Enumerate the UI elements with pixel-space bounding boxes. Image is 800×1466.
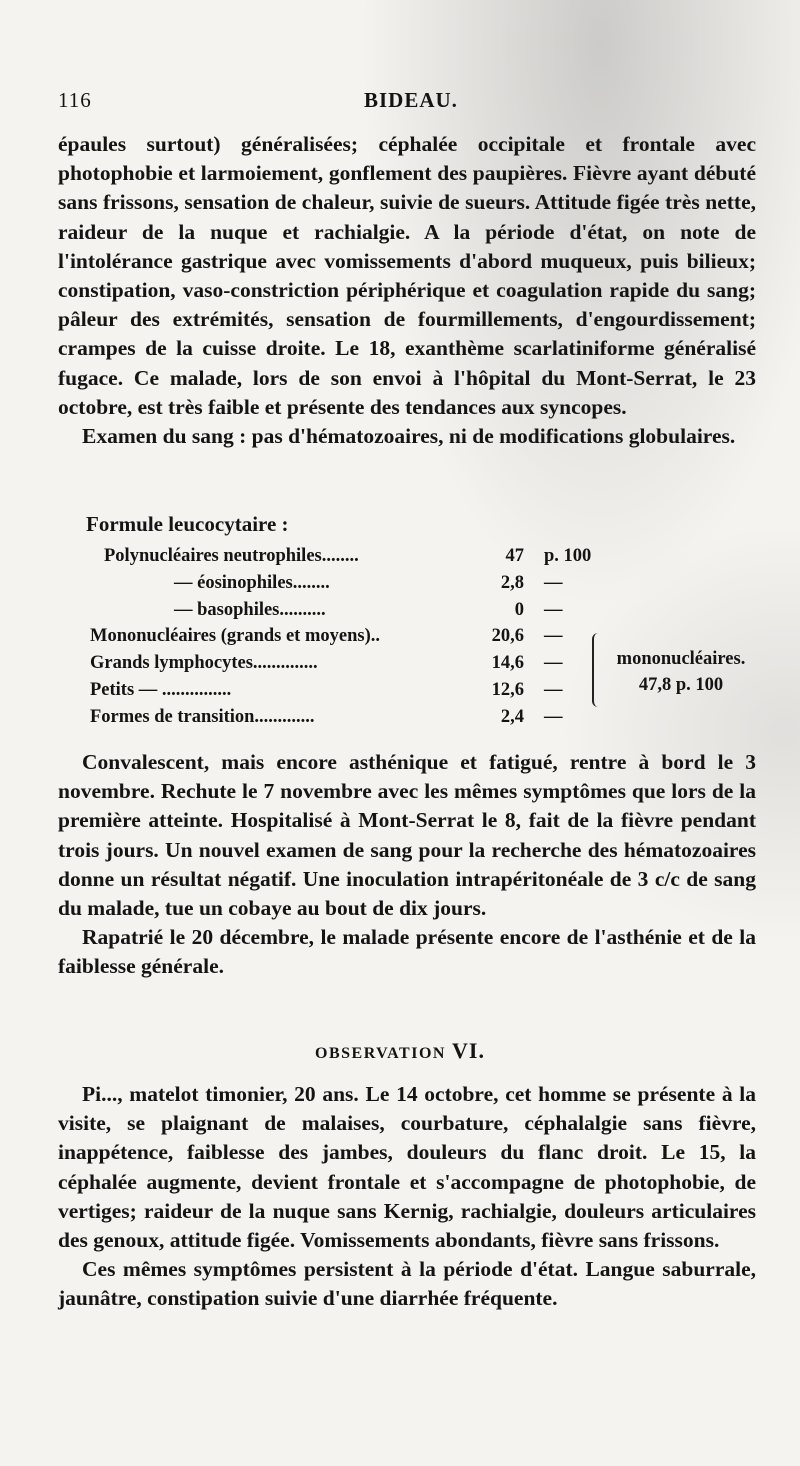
paragraph: Ces mêmes symptômes persistent à la période d'état. Langue saburrale, jaunâtre, constipation suivie d'une diarrhée fréquente.: [58, 1257, 756, 1311]
observation-number: VI.: [452, 1038, 485, 1063]
running-head: BIDEAU.: [364, 88, 458, 112]
cell-value: 2,8: [500, 572, 524, 593]
page-header: [58, 88, 742, 120]
cell-label: Formes de transition.............: [90, 706, 315, 727]
cell-unit: —: [544, 706, 563, 727]
cell-unit: —: [544, 679, 563, 700]
brace-note-line: mononucléaires.: [616, 649, 746, 669]
observation-label: OBSERVATION: [315, 1045, 446, 1062]
page-number: 116: [58, 88, 92, 112]
cell-value: 0: [514, 599, 524, 620]
cell-value: 14,6: [491, 653, 524, 674]
paragraph: épaules surtout) généralisées; céphalée occipitale et frontale avec photophobie et larmoiement, gonflement des paupières. Fièvre ayant débuté sans frissons, sensation de chaleur, suivie de sueurs. Attitude figée très nette, raideur de la nuque et rachialgie. A la période d'état, on note de l'intolérance gastrique avec vomissements d'abord muqueux, puis bilieux; constipation, vaso-constriction périphérique et coagulation rapide du sang; pâleur des extrémités, sensation de fourmillements, d'engourdissement; crampes de la cuisse droite. Le 18, exanthème scarlatiniforme généralisé fugace. Ce malade, lors de son envoi à l'hôpital du Mont-Serrat, le 23 octobre, est très faible et présente des tendances aux syncopes.: [58, 132, 756, 419]
cell-label: Petits — ...............: [90, 679, 232, 700]
cell-value: 20,6: [491, 626, 524, 647]
cell-unit: —: [544, 572, 563, 593]
formula-title: Formule leucocytaire :: [86, 512, 289, 536]
cell-value: 2,4: [500, 706, 524, 727]
observation-heading: [0, 1038, 800, 1064]
paragraph: Examen du sang : pas d'hématozoaires, ni de modifications globulaires.: [82, 424, 736, 449]
paragraph: Pi..., matelot timonier, 20 ans. Le 14 octobre, cet homme se présente à la visite, se plaignant de malaises, courbature, céphalalgie sans fièvre, inappétence, faiblesse des jambes, douleurs du flanc droit. Le 15, la céphalée augmente, devient frontale et s'accompagne de photophobie, de vertiges; raideur de la nuque sans Kernig, rachialgie, douleurs articulaires des genoux, attitude figée. Vomissements abondants, fièvre sans frissons.: [58, 1082, 756, 1253]
brace-note-line: 47,8 p. 100: [638, 675, 724, 695]
curly-brace: [592, 633, 604, 707]
cell-value: 47: [505, 546, 524, 566]
cell-unit: p. 100: [544, 546, 592, 566]
cell-unit: —: [544, 626, 563, 647]
cell-label: Grands lymphocytes..............: [90, 653, 318, 674]
cell-unit: —: [544, 653, 563, 674]
cell-label: Mononucléaires (grands et moyens)..: [90, 626, 380, 647]
cell-label: Polynucléaires neutrophiles........: [104, 546, 359, 566]
cell-unit: —: [544, 599, 563, 620]
paragraph: Rapatrié le 20 décembre, le malade présente encore de l'asthénie et de la faiblesse générale.: [58, 925, 756, 979]
body-text-block-1: [58, 130, 756, 451]
cell-value: 12,6: [491, 679, 524, 700]
paragraph: Convalescent, mais encore asthénique et fatigué, rentre à bord le 3 novembre. Rechute le 7 novembre avec les mêmes symptômes que lors de la première atteinte. Hospitalisé à Mont-Serrat le 8, fait de la fièvre pendant trois jours. Un nouvel examen de sang pour la recherche des hématozoaires donne un résultat négatif. Une inoculation intrapéritonéale de 3 c/c de sang du malade, tue un cobaye au bout de dix jours.: [58, 750, 756, 921]
body-text-block-2: [58, 748, 756, 982]
cell-label: — basophiles..........: [174, 599, 326, 620]
body-text-block-3: [58, 1080, 756, 1314]
cell-label: — éosinophiles........: [174, 572, 330, 593]
mononuclear-total-note: [606, 646, 756, 698]
